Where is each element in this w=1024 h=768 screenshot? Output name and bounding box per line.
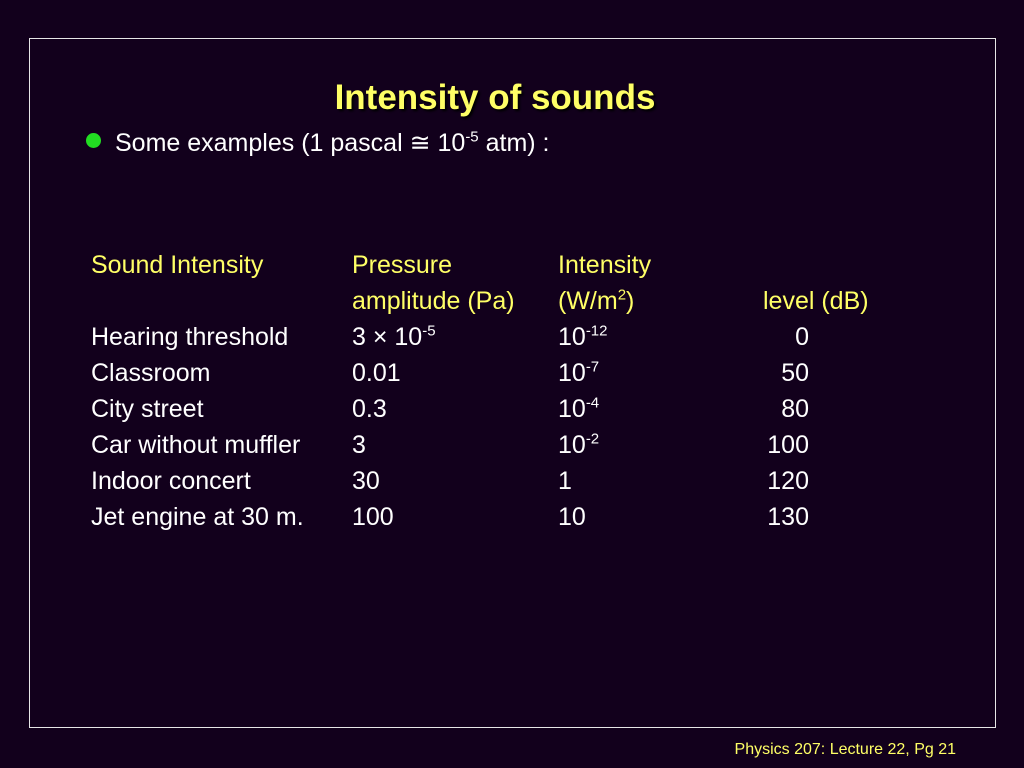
cell-intensity: $10^{-4}$ [558,394,600,423]
cell-intensity: $10^{-12}$ [558,322,608,351]
cell-source: Indoor concert [91,467,251,495]
header-intensity: Intensity [558,251,652,279]
cell-pressure: 100 [352,503,394,531]
cell-source: Hearing threshold [91,323,289,351]
cell-pressure: 0.01 [352,359,401,387]
cell-source: Car without muffler [91,431,301,459]
header-sound-intensity: Sound Intensity [91,251,264,279]
header-level-db: level (dB) [763,287,869,315]
cell-source: Jet engine at 30 m. [91,503,304,531]
cell-level-db: 130 [767,503,809,531]
bullet-exponent: -5 [465,128,479,146]
header-wm2: $(W/m^2)$ [558,286,635,315]
cell-level-db: 50 [781,359,809,387]
bullet-text-after: atm) : [478,129,550,157]
slide-footer: Physics 207: Lecture 22, Pg 21 [734,741,956,758]
cell-pressure: 0.3 [352,395,387,423]
bullet-dot-icon [86,133,101,148]
cell-source: Classroom [91,359,211,387]
cell-intensity: $10^{-2}$ [558,430,600,459]
header-amplitude-pa: amplitude (Pa) [352,287,515,315]
header-pressure: Pressure [352,251,453,279]
slide-title: Intensity of sounds [334,78,656,117]
bullet-text-before: Some examples (1 pascal [115,129,410,157]
cell-pressure: 30 [352,467,380,495]
cell-intensity: $10^{-7}$ [558,358,600,387]
bullet-line [86,128,550,158]
cell-level-db: 100 [767,431,809,459]
cell-level-db: 120 [767,467,809,495]
cell-pressure: $3 \times 10^{-5}$ [352,322,436,351]
cell-level-db: 80 [781,395,809,423]
cell-intensity: 10 [558,503,586,531]
cell-source: City street [91,395,204,423]
cell-level-db: 0 [795,323,809,351]
cell-pressure: 3 [352,431,366,459]
cell-intensity: 1 [558,467,572,495]
approx-symbol: ≅ [409,129,431,157]
bullet-base: 10 [437,129,466,157]
